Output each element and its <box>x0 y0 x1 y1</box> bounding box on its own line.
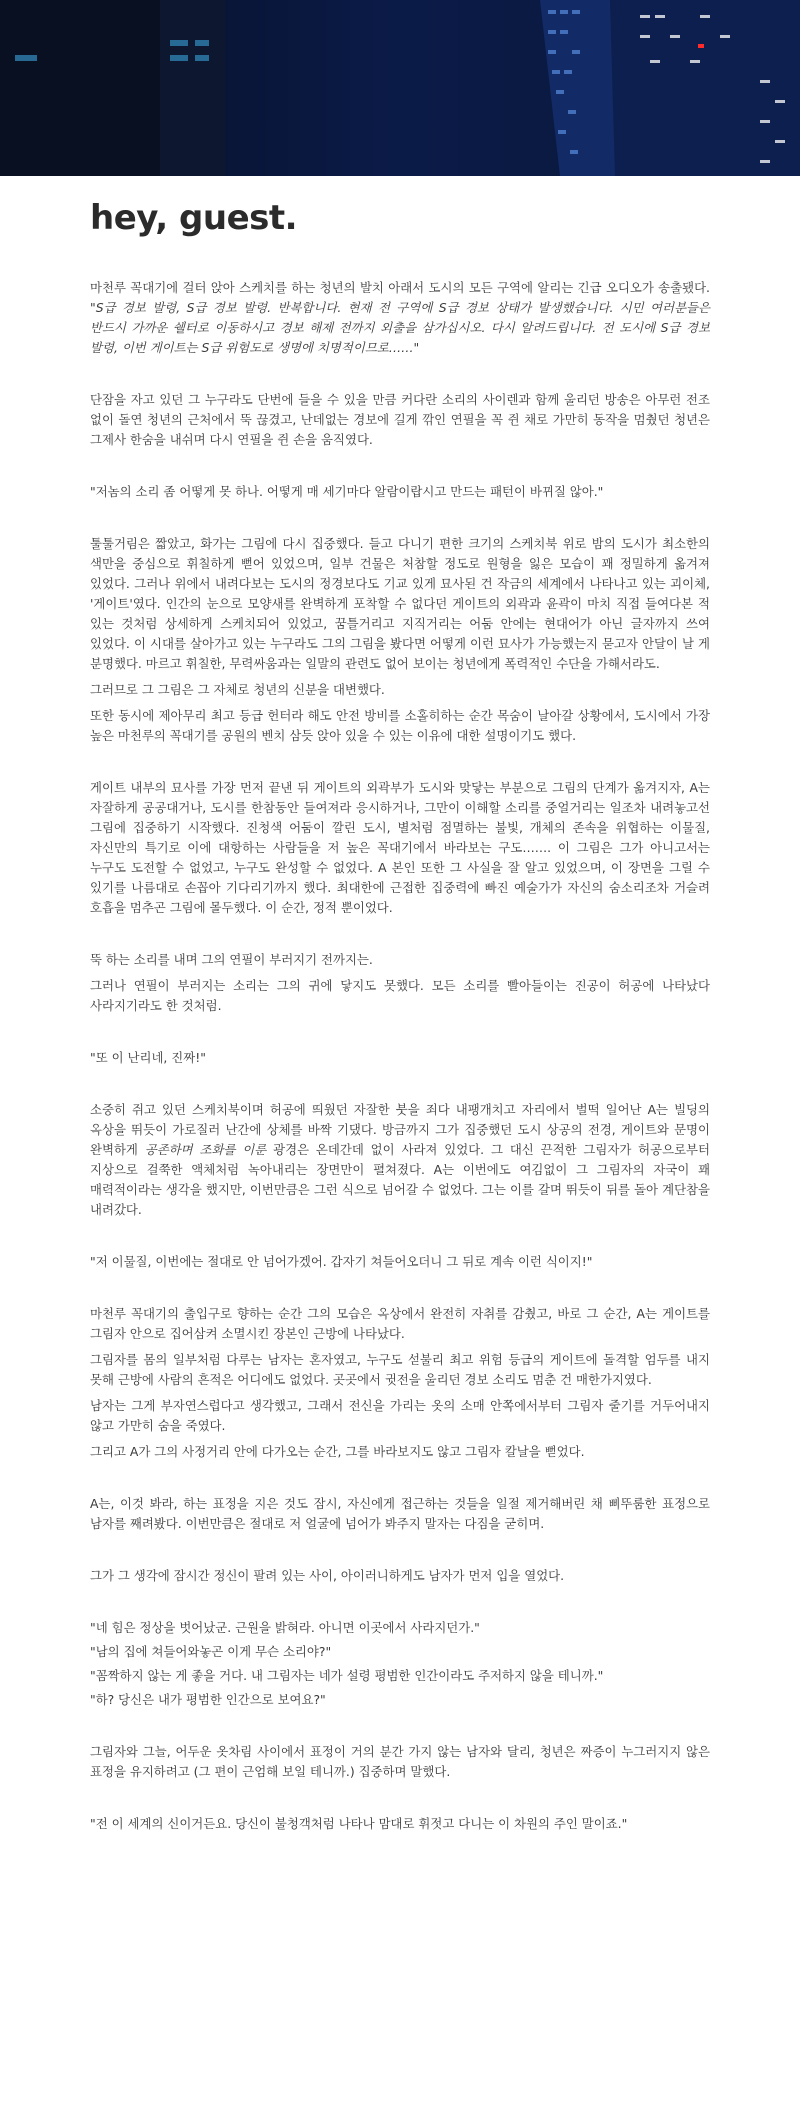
paragraph <box>90 278 710 358</box>
paragraph: 또한 동시에 제아무리 최고 등급 헌터라 해도 안전 방비를 소홀히하는 순간 목숨이 날아갈 상황에서, 도시에서 가장 높은 마천루의 꼭대기를 공원의 벤치 삼듯 앉아 있을 수 있는 이유에 대한 설명이기도 했다. <box>90 708 710 743</box>
dialogue-line: "네 힘은 정상을 벗어났군. 근원을 밝혀라. 아니면 이곳에서 사라지던가." <box>90 1620 480 1635</box>
paragraph: 남자는 그게 부자연스럽다고 생각했고, 그래서 전신을 가리는 옷의 소매 안쪽에서부터 그림자 줄기를 거두어내지 않고 가만히 숨을 죽였다. <box>90 1398 710 1433</box>
paragraph: 그리고 A가 그의 사정거리 안에 다가오는 순간, 그를 바라보지도 않고 그림자 칼날을 뻗었다. <box>90 1444 585 1459</box>
article-body <box>90 176 710 1834</box>
paragraph: 뚝 하는 소리를 내며 그의 연필이 부러지기 전까지는. <box>90 952 373 967</box>
paragraph: 그러나 연필이 부러지는 소리는 그의 귀에 닿지도 못했다. 모든 소리를 빨아들이는 진공이 허공에 나타났다 사라지기라도 한 것처럼. <box>90 978 710 1013</box>
paragraph: 단잠을 자고 있던 그 누구라도 단번에 들을 수 있을 만큼 커다란 소리의 사이렌과 함께 울리던 방송은 아무런 전조 없이 돌연 청년의 근처에서 뚝 끊겼고, 난데없는 경보에 길게 깎인 연필을 꼭 쥔 채로 가만히 동작을 멈췄던 청년은 그제사 한숨을 내쉬며 다시 연필을 쥔 손을 움직였다. <box>90 392 710 447</box>
dialogue-line: "저놈의 소리 좀 어떻게 못 하나. 어떻게 매 세기마다 알람이랍시고 만드는 패턴이 바뀌질 않아." <box>90 484 604 499</box>
text-span: 마천루 꼭대기에 걸터 앉아 스케치를 하는 청년의 발치 아래서 도시의 모든 구역에 알리는 긴급 오디오가 송출됐다. <box>90 280 710 295</box>
dialogue-line: "전 이 세계의 신이거든요. 당신이 불청객처럼 나타나 맘대로 휘젓고 다니는 이 차원의 주인 말이죠." <box>90 1816 628 1831</box>
dialogue-line: "또 이 난리네, 진짜!" <box>90 1050 206 1065</box>
paragraph: 그러므로 그 그림은 그 자체로 청년의 신분을 대변했다. <box>90 682 385 697</box>
paragraph: 툴툴거림은 짧았고, 화가는 그림에 다시 집중했다. 들고 다니기 편한 크기의 스케치북 위로 밤의 도시가 최소한의 색만을 중심으로 휘칠하게 뻗어 있었으며, 일부 건물은 처참할 정도로 원형을 잃은 모습이 꽤 정밀하게 옮겨져 있었다. 그러나 위에서 내려다보는 도시의 정경보다도 기교 있게 묘사된 건 작금의 세계에서 나타나고 있는 괴이체, '게이트'였다. 인간의 눈으로 모양새를 완벽하게 포착할 수 없다던 게이트의 외곽과 윤곽이 마치 직접 들여다본 적 있는 것처럼 상세하게 스케치되어 있었고, 꿈틀거리고 지직거리는 어둠 안에는 현대어가 아닌 글자까지 쓰여 있었다. 이 시대를 살아가고 있는 누구라도 그의 그림을 봤다면 어떻게 이런 묘사가 가능했는지 묻고자 안달이 날 게 분명했다. 마르고 휘칠한, 무력싸움과는 일말의 관련도 없어 보이는 청년에게 폭력적인 수단을 가해서라도. <box>90 536 710 671</box>
text-span: 소중히 쥐고 있던 스케치북이며 허공에 띄웠던 자잘한 붓을 죄다 내팽개치고 자리에서 벌떡 일어난 A는 빌딩의 옥상을 뛰듯이 가로질러 난간에 상체를 바짝 기댔다. 방금까지 그가 집중했던 도시 상공의 전경, 게이트와 문명이 완벽하게 <box>90 1102 710 1157</box>
emphasis-span: 공존하며 조화를 이룬 <box>144 1142 267 1157</box>
emphasis-span: "S급 경보 발령, S급 경보 발령. 반복합니다. 현재 전 구역에 S급 경보 상태가 발생했습니다. 시민 여러분들은 반드시 가까운 쉘터로 이동하시고 경보 해제 전까지 외출을 삼가십시오. 다시 알려드립니다. 전 도시에 S급 경보 발령, 이번 게이트는 S급 위험도로 생명에 치명적이므로……" <box>90 300 710 355</box>
dialogue-line: "하? 당신은 내가 평범한 인간으로 보여요?" <box>90 1692 326 1707</box>
paragraph: 그가 그 생각에 잠시간 정신이 팔려 있는 사이, 아이러니하게도 남자가 먼저 입을 열었다. <box>90 1568 565 1583</box>
paragraph: 게이트 내부의 묘사를 가장 먼저 끝낸 뒤 게이트의 외곽부가 도시와 맞닿는 부분으로 그림의 단계가 옮겨지자, A는 자잘하게 공공대거나, 도시를 한참동안 들여져라 응시하거나, 그만이 이해할 소리를 중얼거리는 일조차 내려놓고선 그림에 집중하기 시작했다. 진청색 어둠이 깔린 도시, 별처럼 점멸하는 불빛, 개체의 존속을 위협하는 이물질, 자신만의 특기로 이에 대항하는 사람들을 저 높은 꼭대기에서 바라보는 구도……. 이 그림은 그가 아니고서는 누구도 도전할 수 없었고, 누구도 완성할 수 없었다. A 본인 또한 그 사실을 잘 알고 있었으며, 이 장면을 그릴 수 있기를 나름대로 손꼽아 기다리기까지 했다. 최대한에 근접한 집중력에 빠진 예술가가 자신의 숨소리조차 거슬려 호흡을 멈추곤 그림에 몰두했다. 이 순간, 정적 뿐이었다. <box>90 780 710 915</box>
dialogue-line: "꼼짝하지 않는 게 좋을 거다. 내 그림자는 네가 설령 평범한 인간이라도 주저하지 않을 테니까." <box>90 1668 604 1683</box>
paragraph: 그림자와 그늘, 어두운 옷차림 사이에서 표정이 거의 분간 가지 않는 남자와 달리, 청년은 짜증이 누그러지지 않은 표정을 유지하려고 (그 편이 근엄해 보일 테니까.) 집중하며 말했다. <box>90 1744 710 1779</box>
paragraph <box>90 1100 710 1220</box>
page-title: hey, guest. <box>90 198 298 238</box>
header-banner-image <box>0 0 800 176</box>
dialogue-line: "남의 집에 쳐들어와놓곤 이게 무슨 소리야?" <box>90 1644 332 1659</box>
text-span: 광경은 온데간데 없이 사라져 있었다. 그 대신 끈적한 그림자가 허공으로부터 지상으로 걸쭉한 액체처럼 녹아내리는 장면만이 펼쳐졌다. A는 이번에도 여김없이 그 그림자의 자국이 꽤 매력적이라는 생각을 했지만, 이번만큼은 그런 식으로 넘어갈 수 없었다. 그는 이를 갈며 뛰듯이 뒤를 돌아 계단참을 내려갔다. <box>90 1142 710 1217</box>
paragraph: 마천루 꼭대기의 출입구로 향하는 순간 그의 모습은 옥상에서 완전히 자취를 감췄고, 바로 그 순간, A는 게이트를 그림자 안으로 집어삼켜 소멸시킨 장본인 근방에 나타났다. <box>90 1306 710 1341</box>
paragraph: 그림자를 몸의 일부처럼 다루는 남자는 혼자였고, 누구도 섣불리 최고 위험 등급의 게이트에 돌격할 엄두를 내지 못해 근방에 사람의 흔적은 어디에도 없었다. 곳곳에서 귓전을 울리던 경보 소리도 멈춘 건 매한가지였다. <box>90 1352 710 1387</box>
city-night-illustration <box>0 0 800 176</box>
dialogue-line: "저 이물질, 이번에는 절대로 안 넘어가겠어. 갑자기 쳐들어오더니 그 뒤로 계속 이런 식이지!" <box>90 1254 593 1269</box>
paragraph: A는, 이것 봐라, 하는 표정을 지은 것도 잠시, 자신에게 접근하는 것들을 일절 제거해버린 채 삐뚜룸한 표정으로 남자를 째려봤다. 이번만큼은 절대로 저 얼굴에 넘어가 봐주지 말자는 다짐을 굳히며. <box>90 1496 710 1531</box>
